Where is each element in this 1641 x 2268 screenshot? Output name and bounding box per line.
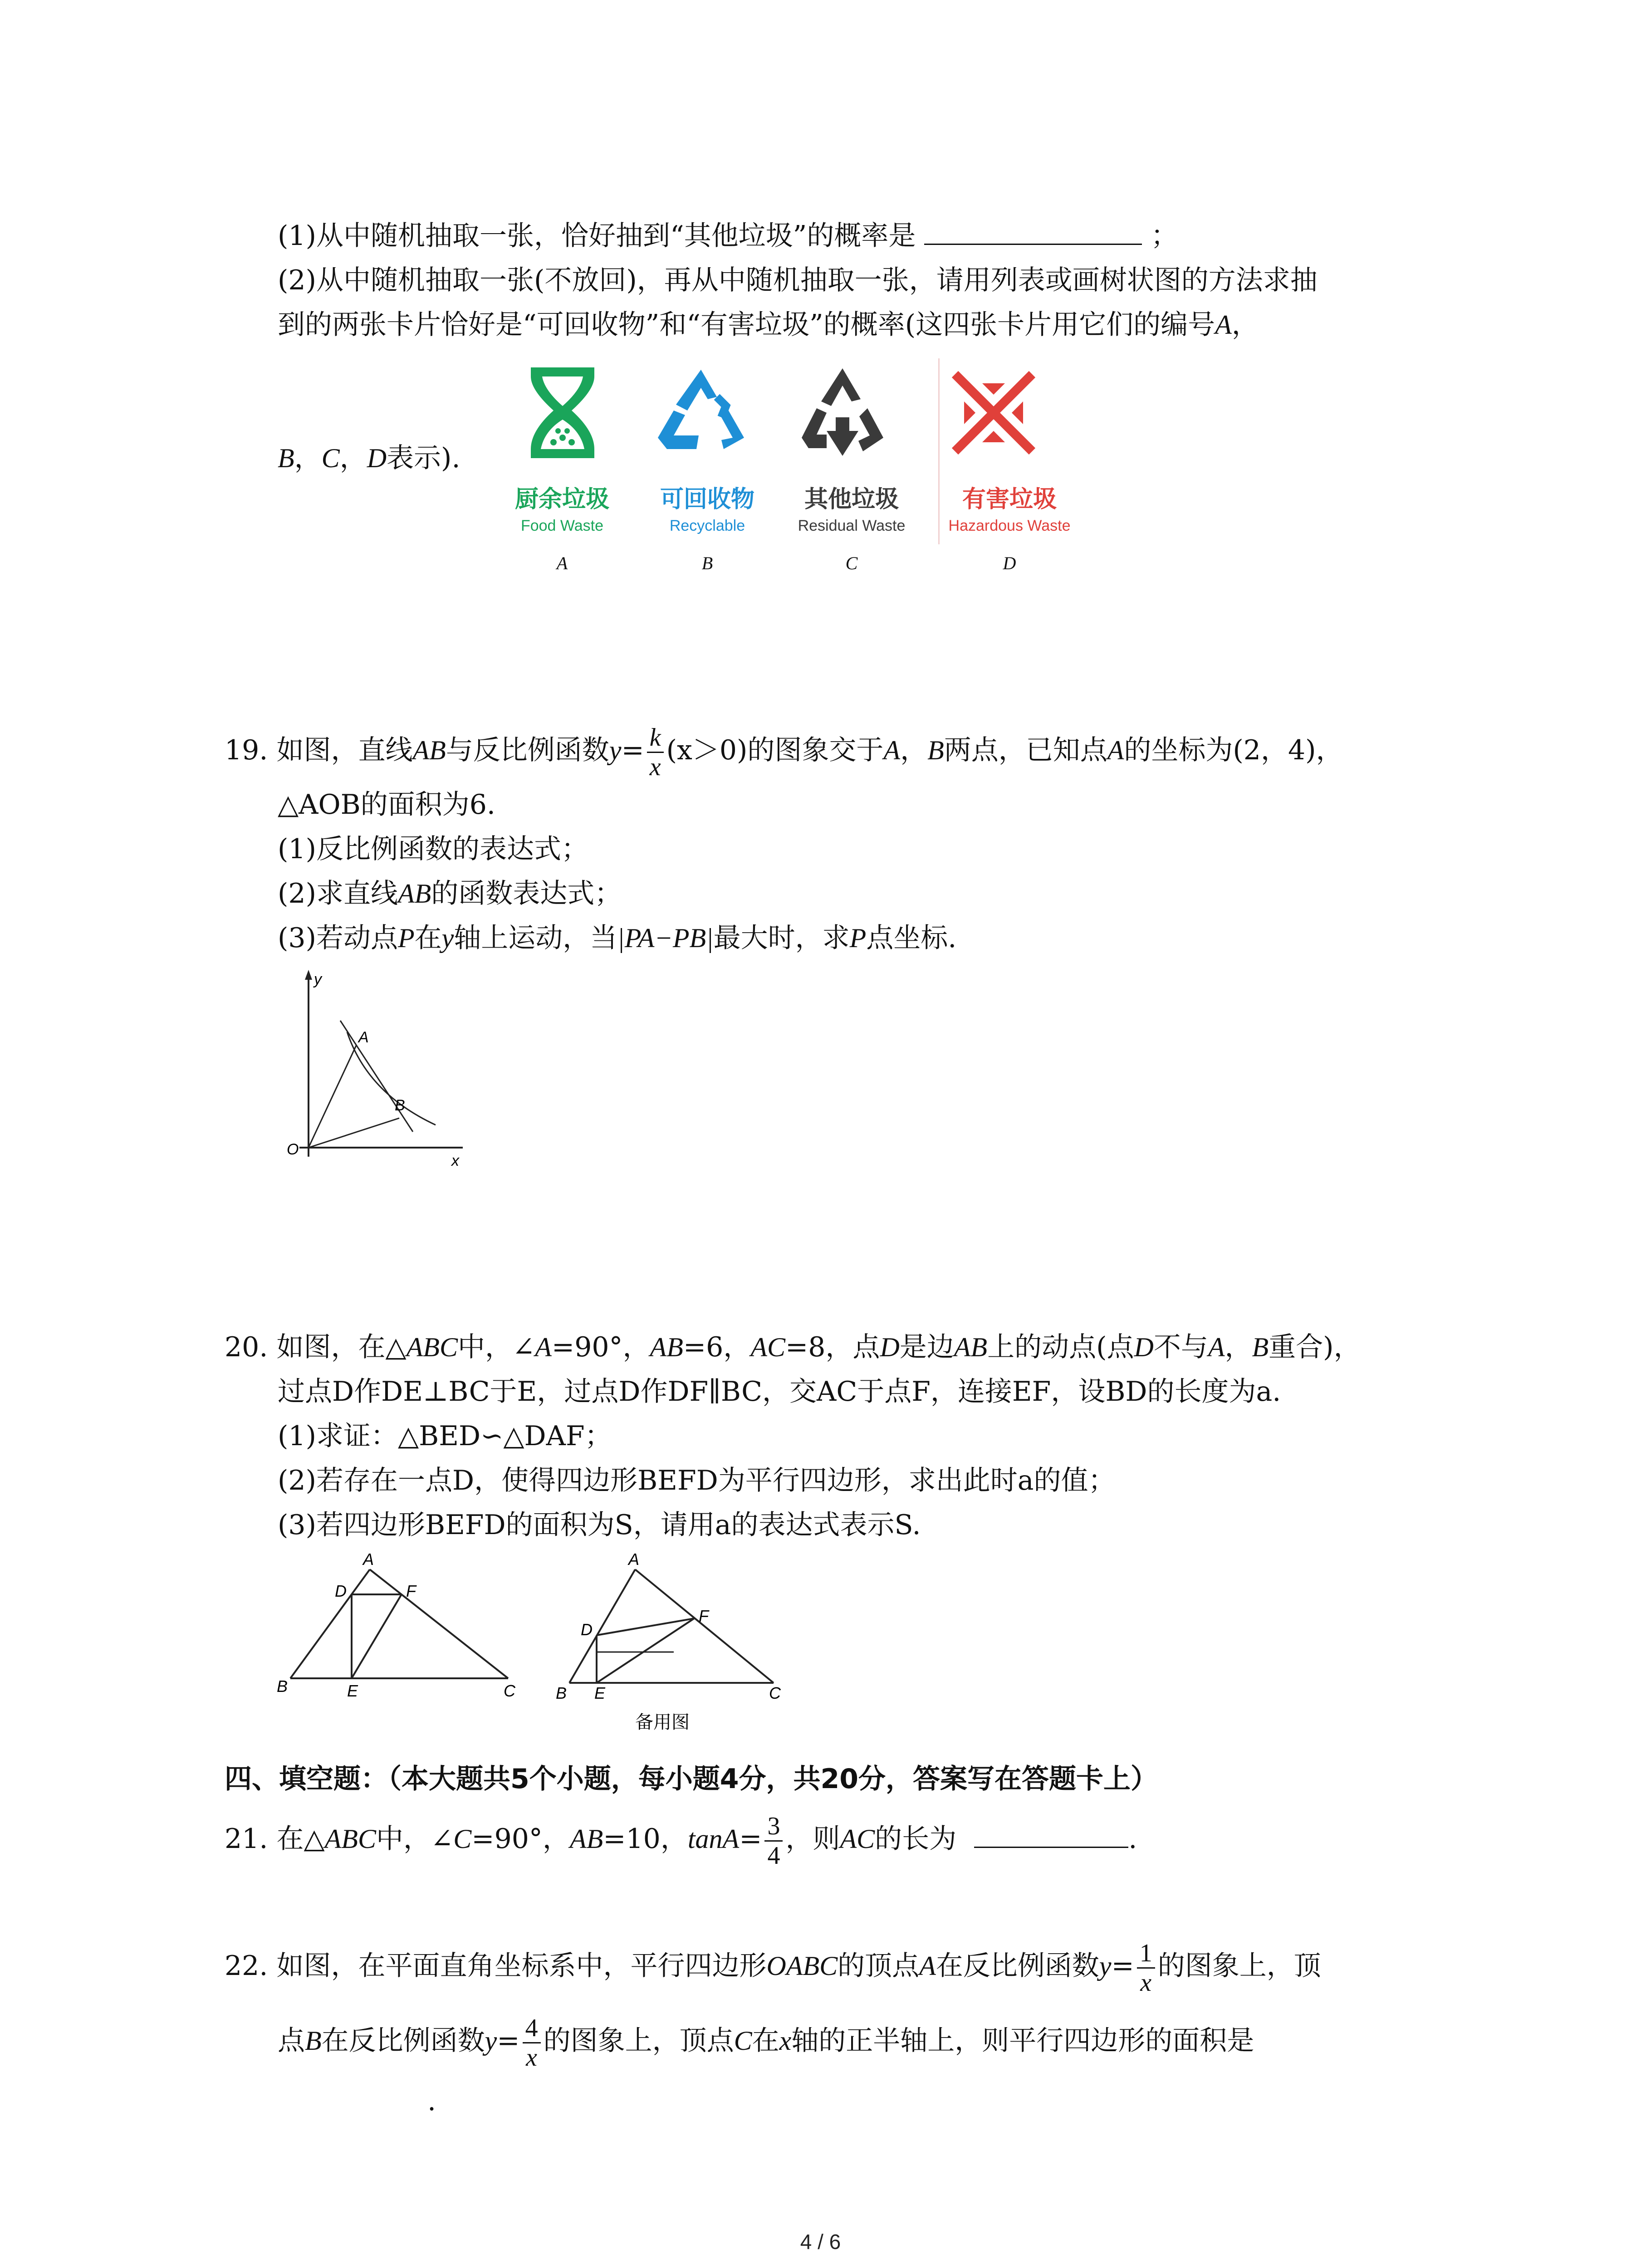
q20-part2: (2)若存在一点D，使得四边形BEFD为平行四边形，求出此时a的值； bbox=[278, 1465, 1116, 1496]
fig-label-b: B bbox=[277, 1677, 288, 1696]
q19-line2: △AOB的面积为6. bbox=[278, 789, 495, 821]
card-letter-b: B bbox=[701, 553, 713, 573]
fig-label-a: A bbox=[363, 1551, 374, 1569]
q19-line1: 19. 如图，直线AB与反比例函数y= $\frac{k}{x}$ (x＞0)的图象交于A，B两点，已知点A的坐标为(2，4)， bbox=[225, 723, 1343, 781]
fig-label-a: A bbox=[628, 1551, 640, 1569]
fraction-4-over-x: $\frac{4}{x}$ bbox=[523, 2014, 541, 2072]
fraction-3-over-4: $\frac{3}{4}$ bbox=[764, 1812, 783, 1870]
q22-answer-line: . bbox=[278, 2082, 436, 2120]
segment-ob bbox=[309, 1118, 399, 1148]
segment-ef bbox=[597, 1618, 694, 1683]
q19-part2: (2)求直线AB的函数表达式； bbox=[278, 878, 622, 909]
q19-figure bbox=[272, 966, 481, 1170]
q18-part2-line1: (2)从中随机抽取一张(不放回)，再从中随机抽取一张，请用列表或画树状图的方法求抽 bbox=[278, 264, 1318, 296]
hazard-icon bbox=[944, 363, 1043, 463]
q22-line2: 点B在反比例函数y= $\frac{4}{x}$ 的图象上，顶点C在x轴的正半轴上，则平行四边形的面积是 bbox=[278, 2014, 1254, 2072]
fig-label-f: F bbox=[406, 1582, 416, 1600]
fig-label-e: E bbox=[347, 1681, 358, 1700]
fig-label-e: E bbox=[594, 1684, 606, 1702]
section-heading: 四、填空题：（本大题共5个小题，每小题4分，共20分，答案写在答题卡上） bbox=[225, 1763, 1158, 1795]
q20-figure-2 bbox=[551, 1551, 805, 1751]
fig-label-b: B bbox=[395, 1097, 405, 1114]
fraction-k-over-x: $\frac{k}{x}$ bbox=[647, 723, 664, 781]
card-title-d: 有害垃圾 bbox=[962, 486, 1057, 513]
fig-label-y: y bbox=[314, 971, 322, 988]
fig-label-d: D bbox=[581, 1620, 593, 1639]
q20-line1: 20. 如图，在△ABC中，∠A=90°，AB=6，AC=8，点D是边AB上的动点(点D不与A，B重合)， bbox=[225, 1331, 1361, 1363]
q20-part3: (3)若四边形BEFD的面积为S，请用a的表达式表示S. bbox=[278, 1509, 921, 1541]
answer-blank[interactable] bbox=[974, 1840, 1128, 1848]
page-number: 4 / 6 bbox=[800, 2230, 841, 2253]
answer-blank[interactable] bbox=[924, 237, 1142, 245]
q18-part2-line2: 到的两张卡片恰好是“可回收物”和“有害垃圾”的概率(这四张卡片用它们的编号A， bbox=[278, 309, 1259, 341]
card-title-b: 可回收物 bbox=[660, 486, 754, 513]
q20-line2: 过点D作DE⊥BC于E，过点D作DF∥BC，交AC于点F，连接EF，设BD的长度为a. bbox=[278, 1376, 1281, 1408]
fraction-1-over-x: $\frac{1}{x}$ bbox=[1137, 1939, 1155, 1997]
q21-line: 21. 在△ABC中，∠C=90°，AB=10，tanA= $\frac{3}{4}$ ，则AC的长为 . bbox=[225, 1812, 1137, 1870]
y-axis-arrow bbox=[305, 970, 312, 980]
card-subtitle-c: Residual Waste bbox=[798, 517, 906, 534]
card-divider bbox=[938, 358, 940, 544]
card-subtitle-a: Food Waste bbox=[520, 517, 604, 534]
fig-label-c: C bbox=[769, 1684, 781, 1702]
q18-part2-line3: B，C，D表示). bbox=[278, 442, 460, 474]
fig-label-c: C bbox=[504, 1681, 515, 1700]
residual-icon bbox=[795, 363, 890, 463]
fig-label-x: x bbox=[451, 1152, 459, 1169]
fig-label-a: A bbox=[358, 1029, 369, 1046]
card-title-c: 其他垃圾 bbox=[804, 486, 899, 513]
line-ab bbox=[340, 1021, 413, 1132]
fig-caption: 备用图 bbox=[635, 1712, 690, 1732]
segment-df bbox=[597, 1618, 694, 1635]
hourglass-icon bbox=[522, 363, 603, 463]
segment-ac bbox=[635, 1569, 774, 1683]
segment-ba bbox=[290, 1569, 370, 1678]
recycle-icon bbox=[649, 363, 753, 458]
answer-blank[interactable] bbox=[278, 2104, 427, 2110]
card-subtitle-b: Recyclable bbox=[669, 517, 745, 534]
q18-part1: (1)从中随机抽取一张，恰好抽到“其他垃圾”的概率是 ； bbox=[278, 220, 1178, 252]
segment-ef bbox=[352, 1594, 402, 1678]
card-title-a: 厨余垃圾 bbox=[514, 486, 609, 513]
segment-ba bbox=[569, 1569, 635, 1683]
q20-part1: (1)求证：△BED∽△DAF； bbox=[278, 1420, 612, 1452]
q22-line1: 22. 如图，在平面直角坐标系中，平行四边形OABC的顶点A在反比例函数y= $\frac{1}{x}$ 的图象上，顶 bbox=[225, 1939, 1321, 1997]
card-letter-a: A bbox=[556, 553, 568, 573]
fig-label-d: D bbox=[335, 1582, 347, 1600]
q19-part1: (1)反比例函数的表达式； bbox=[278, 833, 588, 865]
q20-figure-1 bbox=[272, 1551, 526, 1706]
segment-ac bbox=[370, 1569, 508, 1678]
q19-part3: (3)若动点P在y轴上运动，当|PA−PB|最大时，求P点坐标. bbox=[278, 922, 957, 954]
fig-label-b: B bbox=[556, 1684, 567, 1702]
fig-label-o: O bbox=[287, 1141, 299, 1158]
card-letter-d: D bbox=[1003, 553, 1016, 573]
fig-label-f: F bbox=[699, 1607, 709, 1625]
card-subtitle-d: Hazardous Waste bbox=[948, 517, 1071, 534]
card-letter-c: C bbox=[845, 553, 858, 573]
segment-oa bbox=[309, 1046, 356, 1148]
